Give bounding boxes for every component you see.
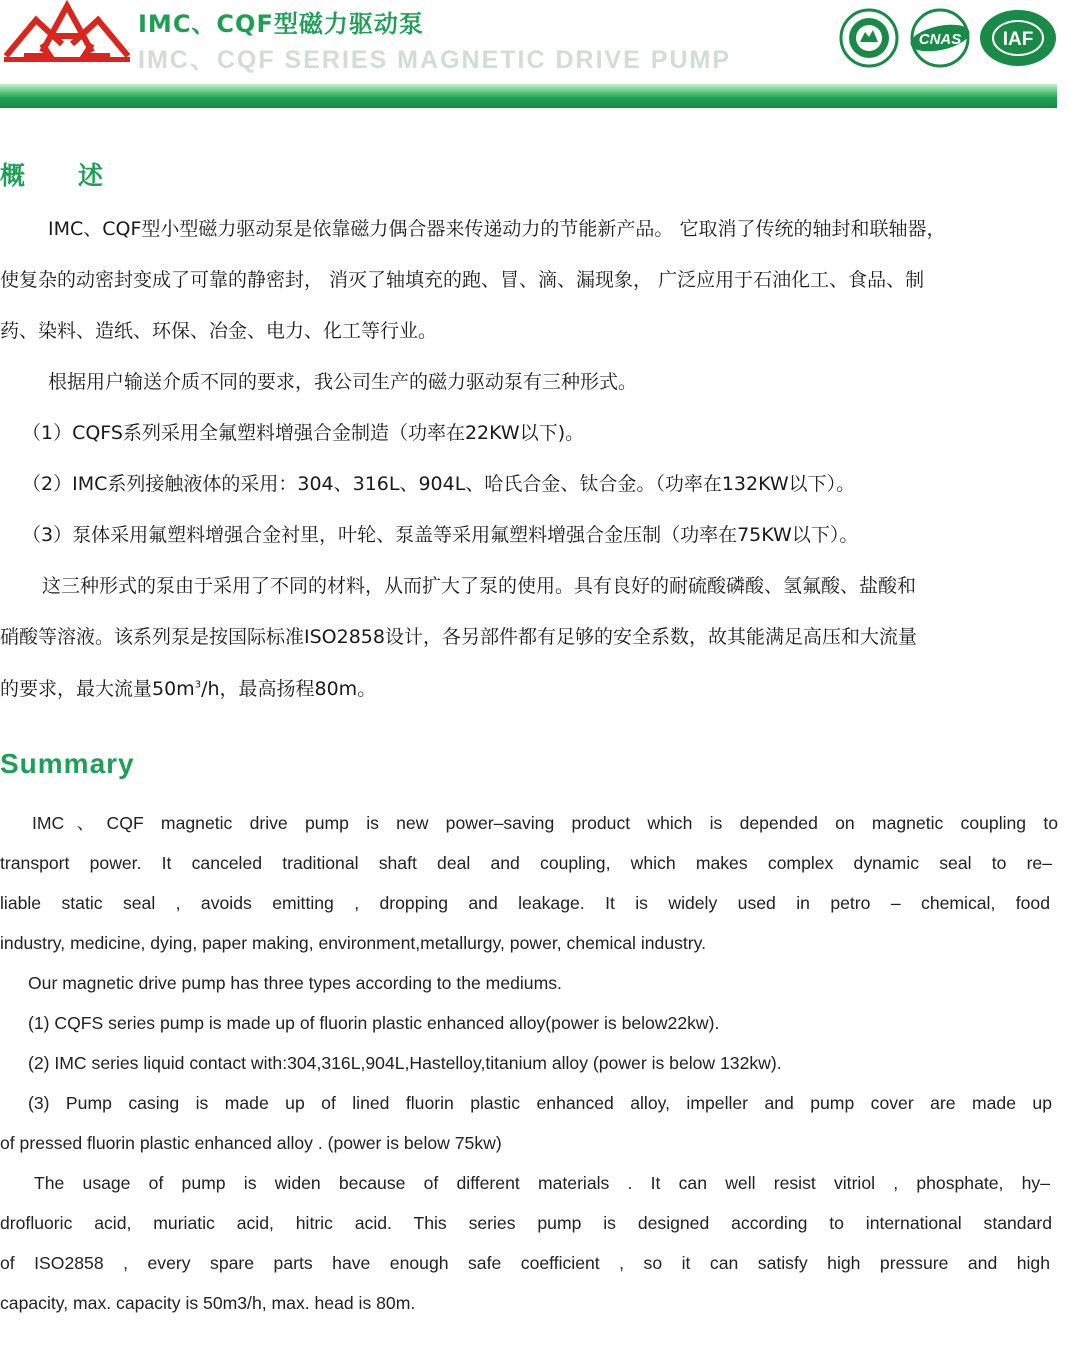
- overview-line: （3）泵体采用氟塑料增强合金衬里，叶轮、泵盖等采用氟塑料增强合金压制（功率在75KW以下）。: [22, 524, 859, 546]
- summary-line: capacity, max. capacity is 50m3/h, max. head is 80m.: [0, 1293, 416, 1313]
- iaf-label: IAF: [1002, 29, 1034, 50]
- company-logo-icon: [2, 0, 132, 62]
- cnas-logo-icon: [905, 8, 975, 68]
- overview-line: 这三种形式的泵由于采用了不同的材料，从而扩大了泵的使用。具有良好的耐硫酸磷酸、氢氟酸、盐酸和: [42, 575, 917, 597]
- summary-line: of pressed fluorin plastic enhanced alloy . (power is below 75kw): [0, 1133, 502, 1153]
- iaf-logo-icon: [978, 8, 1058, 68]
- summary-line: (3) Pump casing is made up of lined fluorin plastic enhanced alloy, impeller and pump cover are made up: [28, 1093, 1052, 1113]
- summary-line: The usage of pump is widen because of different materials . It can well resist vitriol , phosphate, hy–: [34, 1173, 1050, 1193]
- overview-line: 硝酸等溶液。该系列泵是按国际标准ISO2858设计，各另部件都有足够的安全系数，故其能满足高压和大流量: [0, 626, 917, 648]
- overview-line: [0, 674, 376, 704]
- china-certification-seal-icon: [836, 8, 902, 68]
- overview-heading: 概 述: [0, 161, 118, 190]
- summary-line: industry, medicine, dying, paper making, environment,metallurgy, power, chemical industry.: [0, 933, 707, 953]
- header-green-band: [0, 84, 1057, 108]
- summary-line: Our magnetic drive pump has three types according to the mediums.: [28, 973, 562, 993]
- summary-line: (2) IMC series liquid contact with:304,316L,904L,Hastelloy,titanium alloy (power is below 132kw).: [28, 1053, 782, 1073]
- summary-line: liable static seal , avoids emitting , dropping and leakage. It is widely used in petro – chemical, food: [0, 893, 1050, 913]
- overview-line: 根据用户输送介质不同的要求，我公司生产的磁力驱动泵有三种形式。: [48, 371, 638, 393]
- title-chinese: IMC、CQF型磁力驱动泵: [138, 10, 424, 38]
- summary-line: (1) CQFS series pump is made up of fluorin plastic enhanced alloy(power is below22kw).: [28, 1013, 720, 1033]
- overview-line: 使复杂的动密封变成了可靠的静密封， 消灭了轴填充的跑、冒、滴、漏现象， 广泛应用于石油化工、食品、制: [0, 269, 925, 291]
- overview-line: （2）IMC系列接触液体的采用：304、316L、904L、哈氏合金、钛合金。（功率在132KW以下）。: [22, 473, 856, 495]
- summary-heading: Summary: [0, 748, 135, 779]
- summary-line: transport power. It canceled traditional shaft deal and coupling, which makes complex dynamic seal to re–: [0, 853, 1052, 873]
- cnas-label: CNAS: [918, 31, 962, 48]
- superscript-three: 3: [194, 679, 202, 691]
- overview-line: （1）CQFS系列采用全氟塑料增强合金制造（功率在22KW以下)。: [22, 422, 585, 444]
- summary-line: drofluoric acid, muriatic acid, hitric acid. This series pump is designed according to international standard: [0, 1213, 1052, 1233]
- overview-line: 药、染料、造纸、环保、冶金、电力、化工等行业。: [0, 320, 438, 342]
- overview-line-text: /h，最高扬程80m。: [201, 678, 377, 700]
- title-english: IMC、CQF SERIES MAGNETIC DRIVE PUMP: [138, 46, 732, 74]
- overview-line-text: 的要求，最大流量50m: [0, 678, 195, 700]
- summary-line: of ISO2858 , every spare parts have enough safe coefficient , so it can satisfy high pressure and high: [0, 1253, 1050, 1273]
- summary-line: IMC、CQF magnetic drive pump is new power–saving product which is depended on magnetic coupling to: [32, 813, 1058, 833]
- page-header: [0, 0, 1069, 110]
- overview-line: IMC、CQF型小型磁力驱动泵是依靠磁力偶合器来传递动力的节能新产品。 它取消了传统的轴封和联轴器，: [48, 218, 946, 240]
